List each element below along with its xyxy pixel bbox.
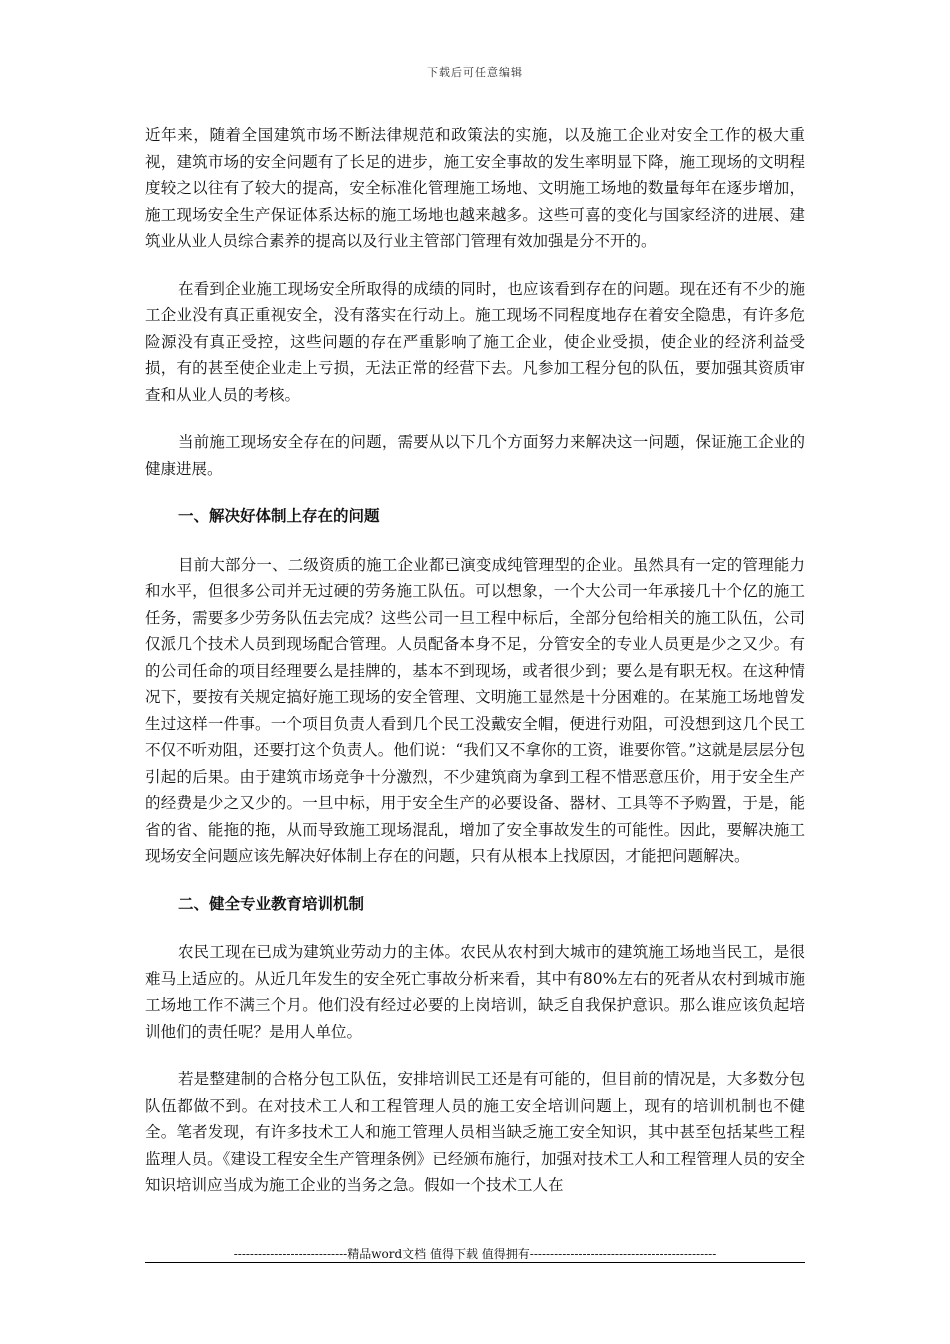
paragraph-problems: 在看到企业施工现场安全所取得的成绩的同时，也应该看到存在的问题。现在还有不少的施工企业没有真正重视安全，没有落实在行动上。施工现场不同程度地存在着安全隐患，有许多危险源没有真正受控，这些问题的存在严重影响了施工企业，使企业受损，使企业的经济利益受损，有的甚至使企业走上亏损，无法正常的经营下去。凡参加工程分包的队伍，要加强其资质审查和从业人员的考核。: [145, 279, 805, 404]
footer-note: ----------------------------精品word文档 值得下载 值得拥有----------------------------------------------: [233, 1247, 717, 1261]
paragraph-solutions-intro: 当前施工现场安全存在的问题，需要从以下几个方面努力来解决这一问题，保证施工企业的健康进展。: [145, 433, 805, 478]
document-body: [145, 122, 805, 1220]
section-body-1: 目前大部分一、二级资质的施工企业都已演变成纯管理型的企业。虽然具有一定的管理能力和水平，但很多公司并无过硬的劳务施工队伍。可以想象，一个大公司一年承接几十个亿的施工任务，需要多少劳务队伍去完成？这些公司一旦工程中标后，全部分包给相关的施工队伍，公司仅派几个技术人员到现场配合管理。人员配备本身不足，分管安全的专业人员更是少之又少。有的公司任命的项目经理要么是挂牌的，基本不到现场，或者很少到；要么是有职无权。在这种情况下，要按有关规定搞好施工现场的安全管理、文明施工显然是十分困难的。在某施工场地曾发生过这样一件事。一个项目负责人看到几个民工没戴安全帽，便进行劝阻，可没想到这几个民工不仅不听劝阻，还要打这个负责人。他们说：“我们又不拿你的工资，谁要你管。”这就是层层分包引起的后果。由于建筑市场竞争十分激烈，不少建筑商为拿到工程不惜恶意压价，用于安全生产的经费是少之又少的。一旦中标，用于安全生产的必要设备、器材、工具等不予购置，于是，能省的省、能拖的拖，从而导致施工现场混乱，增加了安全事故发生的可能性。因此，要解决施工现场安全问题应该先解决好体制上存在的问题，只有从根本上找原因，才能把问题解决。: [145, 555, 805, 865]
section-heading-2: 二、健全专业教育培训机制: [178, 894, 365, 913]
footer-divider: [145, 1262, 805, 1263]
header-note: 下载后可任意编辑: [427, 66, 523, 79]
section-body-2a: 农民工现在已成为建筑业劳动力的主体。农民从农村到大城市的建筑施工场地当民工，是很难马上适应的。从近几年发生的安全死亡事故分析来看，其中有80%左右的死者从农村到城市施工场地工作不满三个月。他们没有经过必要的上岗培训，缺乏自我保护意识。那么谁应该负起培训他们的责任呢？是用人单位。: [145, 943, 805, 1041]
section-heading-1: 一、解决好体制上存在的问题: [178, 507, 380, 525]
paragraph-intro: 近年来，随着全国建筑市场不断法律规范和政策法的实施，以及施工企业对安全工作的极大重视，建筑市场的安全问题有了长足的进步，施工安全事故的发生率明显下降，施工现场的文明程度较之以往有了较大的提高，安全标准化管理施工场地、文明施工场地的数量每年在逐步增加，施工现场安全生产保证体系达标的施工场地也越来越多。这些可喜的变化与国家经济的进展、建筑业从业人员综合素养的提高以及行业主管部门管理有效加强是分不开的。: [145, 126, 805, 250]
section-body-2b: 若是整建制的合格分包工队伍，安排培训民工还是有可能的，但目前的情况是，大多数分包队伍都做不到。在对技术工人和工程管理人员的施工安全培训问题上，现有的培训机制也不健全。笔者发现，有许多技术工人和施工管理人员相当缺乏施工安全知识，其中甚至包括某些工程监理人员。《建设工程安全生产管理条例》已经颁布施行，加强对技术工人和工程管理人员的安全知识培训应当成为施工企业的当务之急。假如一个技术工人在: [145, 1070, 805, 1194]
